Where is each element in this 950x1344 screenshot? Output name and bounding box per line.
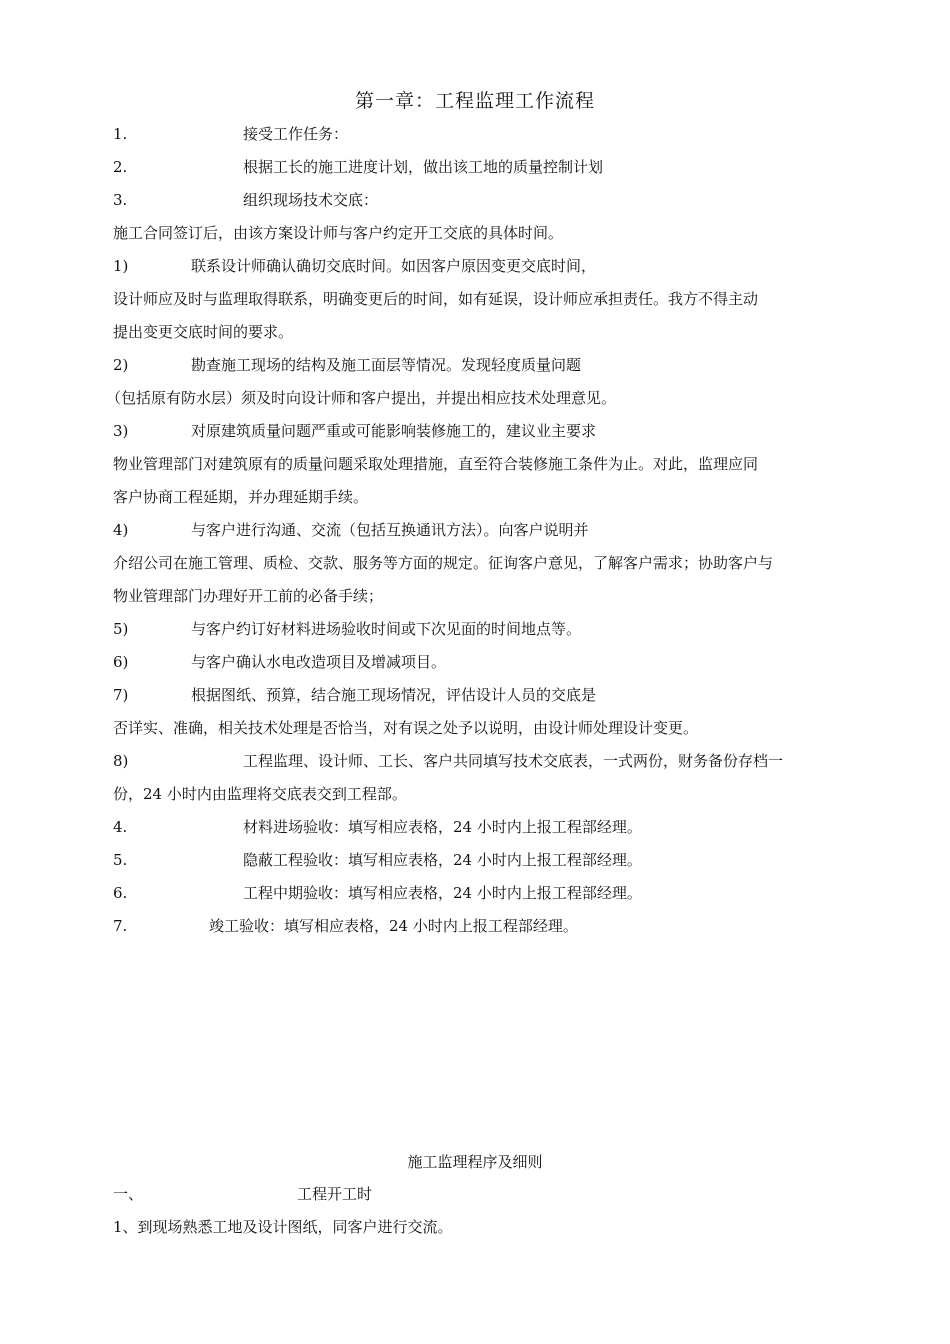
- paragraph-line: 提出变更交底时间的要求。: [113, 323, 294, 341]
- paragraph-line: 份，24 小时内由监理将交底表交到工程部。: [113, 785, 407, 803]
- list-item: 4. 材料进场验收：填写相应表格，24 小时内上报工程部经理。: [113, 818, 642, 836]
- list-item: 8) 工程监理、设计师、工长、客户共同填写技术交底表，一式两份，财务备份存档一: [113, 752, 784, 770]
- list-item: 7. 竣工验收：填写相应表格，24 小时内上报工程部经理。: [113, 917, 578, 935]
- list-item: 3) 对原建筑质量问题严重或可能影响装修施工的，建议业主要求: [113, 422, 597, 440]
- list-item: 4) 与客户进行沟通、交流（包括互换通讯方法）。向客户说明并: [113, 521, 589, 539]
- paragraph-line: 1、到现场熟悉工地及设计图纸，同客户进行交流。: [113, 1218, 453, 1236]
- list-item: 6) 与客户确认水电改造项目及增减项目。: [113, 653, 447, 671]
- list-item: 5. 隐蔽工程验收：填写相应表格，24 小时内上报工程部经理。: [113, 851, 642, 869]
- list-item: 2) 勘查施工现场的结构及施工面层等情况。发现轻度质量问题: [113, 356, 582, 374]
- paragraph-line: 否详实、准确，相关技术处理是否恰当，对有误之处予以说明，由设计师处理设计变更。: [113, 719, 699, 737]
- paragraph-line: 物业管理部门对建筑原有的质量问题采取处理措施，直至符合装修施工条件为止。对此，监理应同: [113, 455, 759, 473]
- list-item: 3. 组织现场技术交底：: [113, 191, 379, 209]
- chapter-title: 第一章：工程监理工作流程: [354, 90, 595, 112]
- list-item: 1. 接受工作任务：: [113, 125, 349, 143]
- section-title: 施工监理程序及细则: [407, 1153, 543, 1171]
- list-item: 1) 联系设计师确认确切交底时间。如因客户原因变更交底时间，: [113, 257, 597, 275]
- list-item: 2. 根据工长的施工进度计划，做出该工地的质量控制计划: [113, 158, 604, 176]
- paragraph-line: 设计师应及时与监理取得联系，明确变更后的时间，如有延误，设计师应承担责任。我方不得主动: [113, 290, 759, 308]
- list-item: 7) 根据图纸、预算，结合施工现场情况，评估设计人员的交底是: [113, 686, 597, 704]
- paragraph-line: 客户协商工程延期，并办理延期手续。: [113, 488, 369, 506]
- section-heading: 一、 工程开工时: [113, 1185, 373, 1203]
- list-item: 6. 工程中期验收：填写相应表格，24 小时内上报工程部经理。: [113, 884, 642, 902]
- paragraph-line: 施工合同签订后，由该方案设计师与客户约定开工交底的具体时间。: [113, 224, 564, 242]
- list-item: 5) 与客户约订好材料进场验收时间或下次见面的时间地点等。: [113, 620, 582, 638]
- paragraph-line: （包括原有防水层）须及时向设计师和客户提出，并提出相应技术处理意见。: [106, 389, 617, 407]
- paragraph-line: 介绍公司在施工管理、质检、交款、服务等方面的规定。征询客户意见，了解客户需求；协助客户与: [113, 554, 774, 572]
- paragraph-line: 物业管理部门办理好开工前的必备手续；: [113, 587, 384, 605]
